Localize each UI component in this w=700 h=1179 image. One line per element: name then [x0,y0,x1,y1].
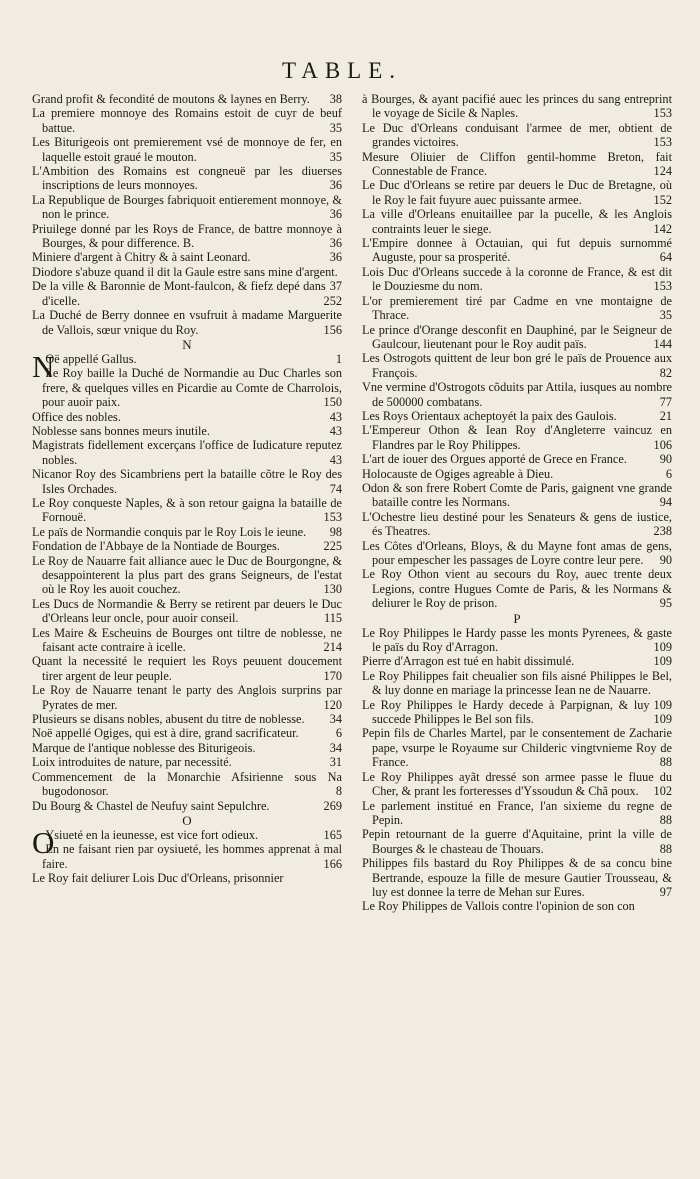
index-entry [362,294,672,323]
entry-page-number: 120 [323,697,342,712]
entry-page-number: 37 [329,279,342,294]
index-entry [32,164,342,193]
entry-text: L'or premierement tiré par Cadme en vne montaigne de Thrace. [362,293,672,323]
drop-cap: O [32,824,55,860]
entry-text: Les Ostrogots quittent de leur bon gré le païs de Prouence aux François. [362,351,672,380]
entry-text: Office des nobles. [32,409,121,424]
index-entry [32,424,342,438]
entry-text: Du Bourg & Chastel de Neufuy saint Sepulchre. [32,798,270,813]
index-entry [32,741,342,755]
entry-text: Commencement de la Monarchie Afsirienne sous Na bugodonosor. [32,769,342,799]
entry-page-number: 142 [653,221,672,236]
index-entry [32,438,342,467]
index-entry [32,92,342,106]
entry-text: Le prince d'Orange desconfit en Dauphiné, par le Seigneur de Gaulcour, lieutenant pour le Roy audit païs. [362,322,672,351]
entry-page-number: 97 [659,884,672,899]
index-entry [32,308,342,337]
index-entry [362,799,672,828]
entry-text: Le Roy de Nauarre fait alliance auec le Duc de Bourgongne, & desappointerent la plus part des grans Seigneurs, de l'estat où le Roy les auoit couchez. [32,553,342,597]
index-entry [32,799,342,813]
entry-page-number: 102 [653,784,672,799]
entry-page-number: 36 [329,250,342,265]
index-entry [362,236,672,265]
entry-page-number: 90 [659,452,672,467]
entry-page-number: 115 [324,611,342,626]
entry-page-number: 43 [329,409,342,424]
entry-text: Le Roy Philippes de Vallois contre l'opinion de son con [362,899,635,914]
entry-text: Diodore s'abuze quand il dit la Gaule estre sans mine d'argent. [32,264,338,279]
entry-page-number: 8 [335,784,342,799]
entry-text: La ville d'Orleans enuitaillee par la pucelle, & les Anglois contraints leuer le siege. [362,207,672,236]
entry-text: La Republique de Bourges fabriquoit entierement monnoye, & non le prince. [32,192,342,222]
entry-page-number: 269 [323,798,342,813]
entry-page-number: 153 [323,510,342,525]
entry-page-number: 252 [323,293,342,308]
index-entry [32,539,342,553]
entry-text: Le Roy baille la Duché de Normandie au Duc Charles son frere, & quelques villes en Picardie au Comte de Charrolois, pour auoir paix. [42,366,342,410]
entry-text: Loix introduites de nature, par necessité. [32,755,232,770]
entry-text: Le Duc d'Orleans conduisant l'armee de mer, obtient de grandes victoires. [362,120,672,150]
entry-text: Les Roys Orientaux acheptoyét la paix des Gaulois. [362,408,617,423]
index-entry [362,452,672,466]
index-entry [32,871,342,885]
entry-text: à Bourges, & ayant pacifié auec les princes du sang entreprint le voyage de Sicile & Naples. [362,92,672,121]
index-entry [32,467,342,496]
entry-page-number: 21 [659,408,672,423]
index-entry [362,467,672,481]
entry-text: L'Ochestre lieu destiné pour les Senateurs & gens de iustice, és Theatres. [362,509,672,539]
entry-text: Le Roy Philippes ayãt dressé son armee passe le fluue du Cher, & prant les forteresses d'Yssoudun & Chã poux. [362,769,672,799]
index-entry [32,770,342,799]
index-entry [32,250,342,264]
index-entry [32,348,342,384]
entry-text: Le païs de Normandie conquis par le Roy Lois le ieune. [32,524,307,539]
index-entry [32,712,342,726]
entry-page-number: 153 [653,106,672,121]
entry-page-number: 150 [323,395,342,410]
entry-page-number: 156 [323,322,342,337]
entry-text: Les Côtes d'Orleans, Bloys, & du Mayne font amas de gens, pour empescher les passages de Loyre contre leur pere. [362,538,672,567]
index-entry [362,423,672,452]
entry-text: Pierre d'Arragon est tué en habit dissimulé. [362,654,575,669]
entry-page-number: 36 [329,207,342,222]
entry-text: Pepin fils de Charles Martel, par le consentement de Zacharie pape, vsurpe le Royaume sur Childeric vingtvnieme Roy de France. [362,726,672,770]
index-entry [362,770,672,799]
entry-page-number: 31 [329,755,342,770]
entry-text: Oë appellé Gallus. [45,351,137,366]
entry-page-number: 43 [329,452,342,467]
page-header [0,58,700,86]
index-entry [32,496,342,525]
entry-page-number: 35 [329,149,342,164]
entry-page-number: 90 [659,553,672,567]
entry-text: Le Roy Philippes fait cheualier son fils aisné Philippes le Bel, & luy donne en mariage la princesse Iean ne de Nauarre. [362,668,672,698]
entry-page-number: 64 [659,250,672,265]
entry-text: Le Roy conqueste Naples, & à son retour gaigna la bataille de Fornouë. [32,495,342,525]
index-entry [362,92,672,121]
entry-text: En ne faisant rien par oysiueté, les hommes apprenat à mal faire. [42,842,342,871]
index-entry [362,726,672,769]
entry-text: Philippes fils bastard du Roy Philippes & de sa concu bine Bertrande, espouze la fille de mesure Gautier Trousseau, & luy est donnee la terre de Mehan sur Eures. [362,856,672,899]
entry-page-number: 214 [323,640,342,655]
entry-text: Le parlement institué en France, l'an sixieme du regne de Pepin. [362,798,672,827]
entry-page-number: 6 [335,726,342,741]
index-entry [32,410,342,424]
section-letter: O [182,812,192,828]
entry-text: Marque de l'antique noblesse des Biturigeois. [32,740,256,755]
index-entry [32,755,342,769]
entry-page-number: 98 [329,524,342,539]
index-entry [362,698,672,727]
entry-page-number: 130 [323,582,342,597]
index-entry [362,481,672,510]
entry-page-number: 43 [329,423,342,438]
page-title: TABLE. [282,58,403,83]
index-entry [362,539,672,568]
entry-text: Lois Duc d'Orleans succede à la coronne de France, & est dit le Douziesme du nom. [362,264,672,294]
entry-text: L'Empire donnee à Octauian, qui fut depuis surnommé Auguste, pour sa prosperité. [362,236,672,265]
entry-text: Les Biturigeois ont premierement vsé de monnoye de fer, en laquelle estoit graué le mouton. [32,135,342,164]
section-letter: N [182,336,192,352]
entry-page-number: 35 [659,308,672,323]
entry-page-number: 36 [329,178,342,193]
entry-page-number: 36 [329,236,342,251]
index-entry [362,178,672,207]
index-entry [362,351,672,380]
entry-page-number: 152 [653,192,672,207]
entry-page-number: 1 [335,351,342,366]
entry-page-number: 34 [329,740,342,755]
index-entry [362,567,672,610]
entry-text: La premiere monnoye des Romains estoit de cuyr de beuf battue. [32,106,342,135]
index-entry [362,409,672,423]
entry-text: L'Empereur Othon & Iean Roy d'Angleterre vaincuz en Flandres par le Roy Philippes. [362,423,672,452]
entry-text: Pepin retournant de la guerre d'Aquitaine, print la ville de Bourges & le chasteau de Thouars. [362,827,672,856]
index-entry [32,279,342,308]
entry-page-number: 109 [653,697,672,712]
index-entry [32,554,342,597]
index-column-left [32,92,342,886]
entry-text: De la ville & Baronnie de Mont-faulcon, & fiefz depé dans d'icelle. [32,279,326,308]
entry-page-number: 106 [653,437,672,452]
entry-text: Le Duc d'Orleans se retire par deuers le Duc de Bretagne, où le Roy le fait fuyure auec puissante armee. [362,178,672,207]
entry-page-number: 34 [329,712,342,727]
entry-page-number: 165 [323,827,342,842]
index-entry [362,510,672,539]
entry-page-number: 109 [653,712,672,727]
index-entry [362,899,672,913]
entry-text: L'Ambition des Romains est congneuë par les diuerses inscriptions de leurs monnoyes. [32,164,342,193]
entry-text: Vne vermine d'Ostrogots cõduits par Attila, iusques au nombre de 500000 combatans. [362,380,672,409]
entry-text: Quant la necessité le requiert les Roys peuuent doucement tirer argent de leur peuple. [32,654,342,683]
entry-text: Plusieurs se disans nobles, abusent du titre de noblesse. [32,712,305,727]
entry-page-number: 238 [653,524,672,539]
index-entry [32,726,342,740]
entry-page-number: 124 [653,164,672,179]
index-entry [32,135,342,164]
index-entry [362,626,672,655]
entry-page-number: 88 [659,812,672,827]
index-entry [32,683,342,712]
index-entry [362,265,672,294]
entry-page-number: 109 [653,654,672,669]
entry-page-number: 82 [659,365,672,380]
index-entry [32,222,342,251]
entry-page-number: 88 [659,841,672,856]
entry-page-number: 77 [659,394,672,409]
index-entry [32,597,342,626]
index-entry [32,626,342,655]
entry-text: Ysiueté en la ieunesse, est vice fort odieux. [45,827,259,842]
entry-text: Mesure Oliuier de Cliffon gentil-homme Breton, fait Connestable de France. [362,149,672,179]
entry-text: Nicanor Roy des Sicambriens pert la bataille cõtre le Roy des Isles Orchades. [32,467,342,496]
index-entry [362,207,672,236]
index-entry [32,366,342,409]
index-entry [362,150,672,179]
index-column-right [362,92,672,914]
entry-text: Les Maire & Escheuins de Bourges ont tiltre de noblesse, ne faisant acte contraire à icelle. [32,625,342,655]
entry-text: Priuilege donné par les Roys de France, de battre monnoye à Bourges, & pour difference. B. [32,221,342,251]
entry-page-number: 153 [653,279,672,294]
index-entry [362,323,672,352]
entry-text: Miniere d'argent à Chitry & à saint Leonard. [32,250,251,265]
entry-text: Holocauste de Ogiges agreable à Dieu. [362,466,554,481]
entry-text: Le Roy Philippes le Hardy decede à Parpignan, & luy succede Philippes le Bel son fils. [362,697,650,727]
entry-text: Les Ducs de Normandie & Berry se retirent par deuers le Duc d'Orleans leur oncle, pour auoir conseil. [32,596,342,626]
entry-text: Noblesse sans bonnes meurs inutile. [32,423,210,438]
entry-page-number: 88 [659,755,672,770]
entry-text: Le Roy fait deliurer Lois Duc d'Orleans, prisonnier [32,871,284,886]
entry-page-number: 225 [323,539,342,554]
entry-page-number: 35 [329,120,342,135]
entry-page-number: 109 [653,640,672,655]
entry-text: Le Roy de Nauarre tenant le party des Anglois surprins par Pyrates de mer. [32,683,342,712]
entry-page-number: 95 [659,596,672,611]
section-letter: P [513,610,521,626]
entry-page-number: 6 [665,466,672,481]
entry-page-number: 38 [329,92,342,106]
entry-text: Noë appellé Ogiges, qui est à dire, grand sacrificateur. [32,726,299,741]
drop-cap: N [32,348,55,384]
entry-page-number: 170 [323,668,342,683]
entry-page-number: 166 [323,856,342,871]
entry-page-number: 94 [659,495,672,510]
index-entry [362,856,672,899]
entry-text: Magistrats fidellement excerçans l'office de Iudicature reputez nobles. [32,438,342,467]
entry-text: Le Roy Othon vient au secours du Roy, auec trente deux Legions, contre Hugues Comte de Paris, & les Normans & deliurer le Roy de prison. [362,567,672,611]
index-entry [32,842,342,871]
entry-text: Grand profit & fecondité de moutons & laynes en Berry. [32,92,310,106]
entry-page-number: 144 [653,336,672,351]
index-entry [32,106,342,135]
entry-text: Le Roy Philippes le Hardy passe les monts Pyrenees, & gaste le païs du Roy d'Arragon. [362,625,672,655]
entry-text: Odon & son frere Robert Comte de Paris, gaignent vne grande bataille contre les Normans. [362,480,672,510]
index-entry [32,193,342,222]
index-entry [362,121,672,150]
entry-text: Fondation de l'Abbaye de la Nontiade de Bourges. [32,539,280,554]
index-entry [32,525,342,539]
index-entry [362,827,672,856]
index-entry [362,380,672,409]
entry-text: L'art de iouer des Orgues apporté de Grece en France. [362,452,627,467]
entry-page-number: 74 [329,481,342,496]
index-entry [32,654,342,683]
index-entry [362,654,672,668]
entry-page-number: 153 [653,135,672,150]
entry-text: La Duché de Berry donnee en vsufruit à madame Marguerite de Vallois, sœur vnique du Roy. [32,308,342,337]
